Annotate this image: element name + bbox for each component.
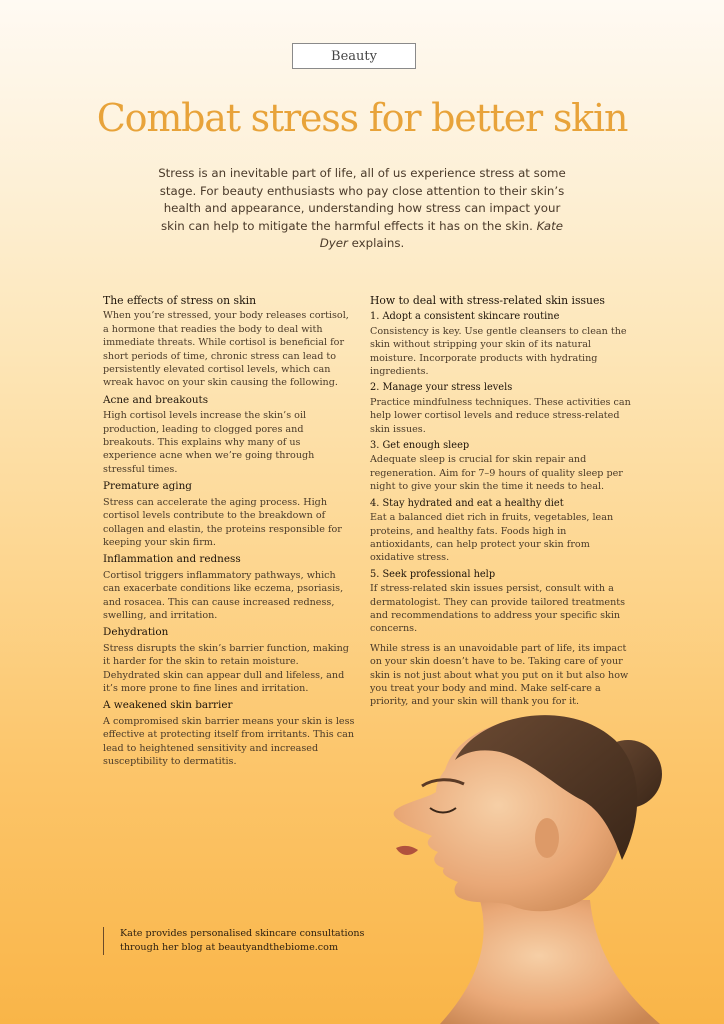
section-body: Stress disrupts the skin’s barrier function, making it harder for the skin to retain moisture. Dehydrated skin can appear dull and lifeless, and it’s more prone to fine lines and irritation. bbox=[103, 642, 349, 694]
step-body: Adequate sleep is crucial for skin repair and regeneration. Aim for 7–9 hours of quality sleep per night to give your skin the time it needs to heal. bbox=[370, 454, 623, 493]
step-title: 1. Adopt a consistent skincare routine bbox=[370, 311, 560, 323]
article-intro bbox=[150, 165, 574, 253]
author-note-line: Kate provides personalised skincare consultations bbox=[120, 928, 365, 939]
author-note bbox=[103, 927, 364, 955]
section-title: Inflammation and redness bbox=[103, 553, 241, 566]
step-title: 5. Seek professional help bbox=[370, 568, 496, 580]
section-body: A compromised skin barrier means your skin is less effective at protecting itself from irritants. This can lead to heightened sensitivity and increased susceptibility to dermatitis. bbox=[103, 715, 355, 767]
step-body: Consistency is key. Use gentle cleansers to clean the skin without stripping your skin of its natural moisture. Incorporate products with hydrating ingredients. bbox=[370, 325, 627, 378]
left-heading: The effects of stress on skin bbox=[103, 294, 257, 307]
step-body: Practice mindfulness techniques. These activities can help lower cortisol levels and reduce stress-related skin issues. bbox=[370, 396, 631, 435]
section-title: Dehydration bbox=[103, 626, 169, 639]
step-title: 3. Get enough sleep bbox=[370, 440, 470, 452]
left-column bbox=[103, 294, 355, 771]
section-title: Acne and breakouts bbox=[103, 393, 209, 406]
right-heading: How to deal with stress-related skin issues bbox=[370, 294, 605, 307]
author-name: Kate Dyer bbox=[319, 218, 564, 250]
intro-text: Stress is an inevitable part of life, all of us experience stress at some stage. For beauty enthusiasts who pay close attention to their skin’s health and appearance, understanding how stress can impact your skin can help to mitigate the harmful effects it has on the skin. bbox=[158, 166, 566, 233]
section-body: High cortisol levels increase the skin’s oil production, leading to clogged pores and breakouts. This explains why many of us experience acne when we’re going through stressful times. bbox=[103, 410, 315, 475]
step-body: If stress-related skin issues persist, consult with a dermatologist. They can provide tailored treatments and recommendations to address your specific skin concerns. bbox=[370, 583, 626, 635]
step-body: Eat a balanced diet rich in fruits, vegetables, lean proteins, and healthy fats. Foods high in antioxidants, can help protect your skin from oxidative stress. bbox=[370, 512, 614, 564]
left-lead: When you’re stressed, your body releases cortisol, a hormone that readies the body to deal with immediate threats. While cortisol is beneficial for short periods of time, chronic stress can lead to persistently elevated cortisol levels, which can wreak havoc on your skin causing the following. bbox=[103, 310, 349, 389]
woman-portrait-image bbox=[360, 700, 724, 1024]
step-title: 2. Manage your stress levels bbox=[370, 382, 513, 394]
right-column bbox=[370, 294, 632, 712]
article-title: Combat stress for better skin bbox=[96, 96, 628, 140]
closing-paragraph: While stress is an unavoidable part of life, its impact on your skin doesn’t have to be. Taking care of your skin is not just about what you put on it but also how you treat your body and mind. Make self-care a priority, and your skin will thank you for it. bbox=[370, 642, 629, 708]
section-body: Cortisol triggers inflammatory pathways, which can exacerbate conditions like eczema, psoriasis, and rosacea. This can cause increased redness, swelling, and irritation. bbox=[103, 569, 344, 621]
section-body: Stress can accelerate the aging process. High cortisol levels contribute to the breakdown of collagen and elastin, the proteins responsible for keeping your skin firm. bbox=[103, 496, 342, 548]
category-tag: Beauty bbox=[292, 43, 416, 69]
step-title: 4. Stay hydrated and eat a healthy diet bbox=[370, 497, 564, 509]
author-note-line: through her blog at beautyandthebiome.com bbox=[120, 942, 339, 953]
section-title: A weakened skin barrier bbox=[103, 699, 233, 712]
section-title: Premature aging bbox=[103, 480, 192, 493]
intro-suffix: explains. bbox=[347, 236, 405, 250]
